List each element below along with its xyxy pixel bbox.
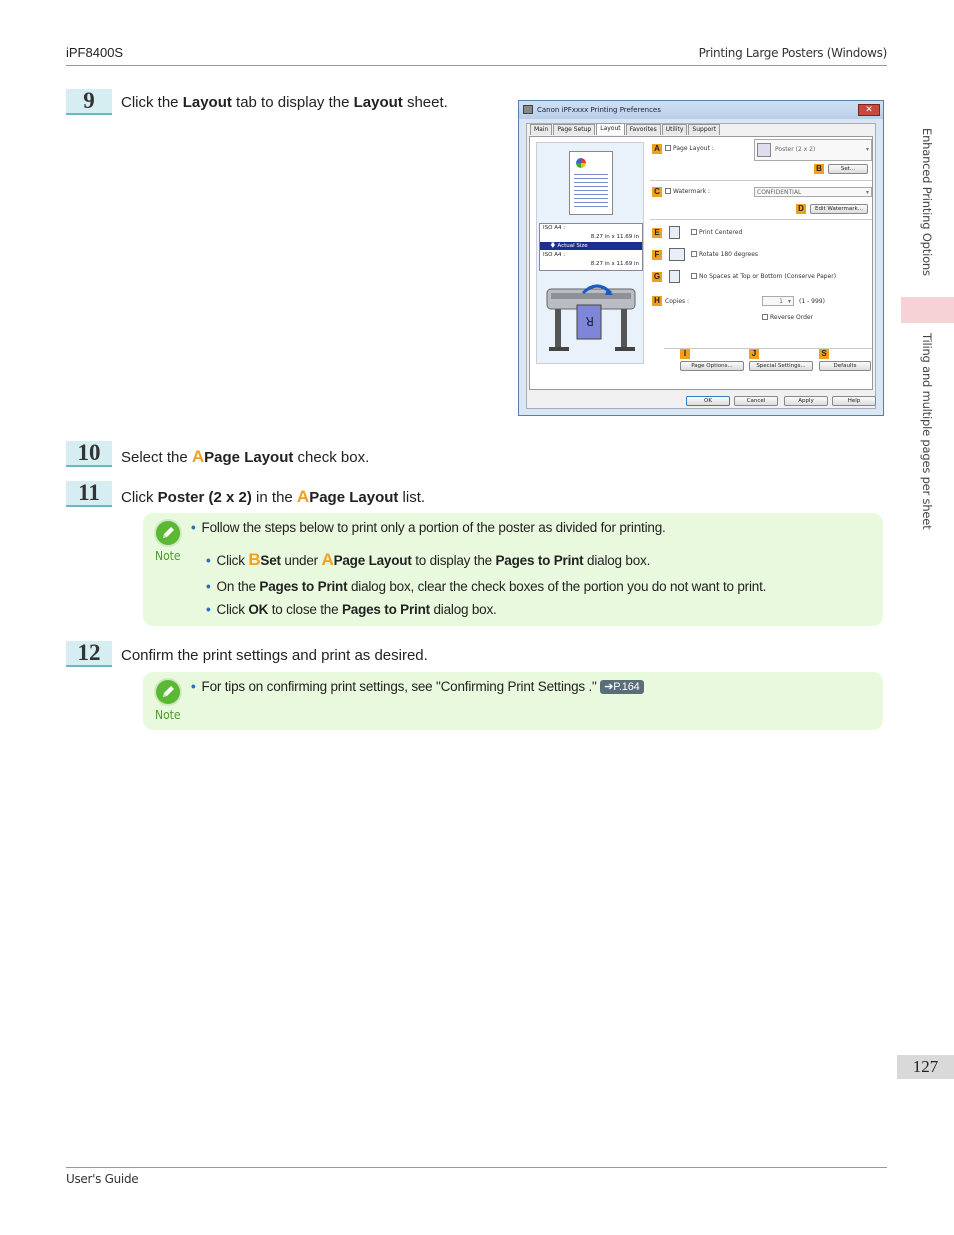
printing-preferences-dialog [518,100,884,416]
tab-main[interactable]: Main [530,124,552,135]
copies-range: (1 - 999) [799,298,825,305]
callout-a-icon: A [191,447,205,466]
help-button[interactable]: Help [832,396,876,406]
layout-panel [529,136,873,390]
page-layout-label: Page Layout : [673,145,714,152]
tab-favorites[interactable]: Favorites [626,124,661,135]
note-pencil-icon [154,519,182,547]
note-pencil-icon [154,678,182,706]
callout-h: H [652,296,662,306]
callout-s: S [819,349,829,359]
separator [650,180,872,181]
note-subline: • Click OK to close the Pages to Print dialog box. [206,602,497,617]
callout-e: E [652,228,662,238]
step-number-12: 12 [66,641,112,667]
note-box [143,672,883,730]
scaling-mode [540,242,642,250]
defaults-button[interactable]: Defaults [819,361,871,371]
copies-spinner[interactable]: 1 ▾ [762,296,794,306]
printer-icon [523,105,533,114]
footer-guide-title: User's Guide [66,1172,139,1186]
scaling-mode-label: Actual Size [557,243,588,249]
reverse-order-label: Reverse Order [770,314,814,321]
checkbox-icon [665,145,671,151]
step-10-text: Select the APage Layout check box. [121,447,370,466]
rotate-180-checkbox[interactable] [691,251,758,258]
printer-illustration-icon [541,275,641,361]
dialog-body [526,123,876,409]
bullet-icon: • [206,553,211,568]
bullet-icon: • [191,679,196,694]
poster-layout-icon [757,143,771,157]
copies-label: Copies : [665,298,690,305]
tab-page-setup[interactable]: Page Setup [553,124,595,135]
side-tab-section[interactable]: Tiling and multiple pages per sheet [920,333,934,530]
note-label: Note [155,549,181,563]
no-spaces-icon [669,270,680,283]
callout-f: F [652,250,662,260]
print-centered-checkbox[interactable] [691,229,742,236]
checkbox-icon [691,251,697,257]
input-size-label: ISO A4 : [543,225,566,231]
dialog-tabs [530,124,721,136]
callout-c: C [652,187,662,197]
page-layout-value: Poster (2 x 2) [775,146,816,153]
bullet-icon: • [206,602,211,617]
separator [650,219,872,220]
page-reference-link[interactable]: ➔P.164 [600,680,643,694]
checkbox-icon [691,273,697,279]
footer-rule [66,1167,887,1168]
no-spaces-label: No Spaces at Top or Bottom (Conserve Paper) [699,273,837,280]
page-layout-checkbox[interactable] [665,145,714,152]
print-centered-label: Print Centered [699,229,743,236]
header-model: iPF8400S [66,45,124,60]
header-section-title: Printing Large Posters (Windows) [698,46,887,60]
edit-watermark-button[interactable]: Edit Watermark... [810,204,868,214]
dialog-title: Canon iPFxxxx Printing Preferences [537,106,661,114]
side-tab-highlight [901,297,954,323]
rotate-icon [669,248,685,261]
close-icon[interactable]: ✕ [858,104,880,116]
note-box [143,513,883,626]
no-spaces-checkbox[interactable] [691,273,836,280]
callout-i: I [680,349,690,359]
tab-support[interactable]: Support [688,124,720,135]
watermark-checkbox[interactable] [665,188,710,195]
page-number: 127 [897,1055,954,1079]
checkbox-icon [665,188,671,194]
callout-a: A [652,144,662,154]
tab-layout[interactable]: Layout [596,123,624,135]
callout-a-icon: A [321,550,334,569]
step-11-text: Click Poster (2 x 2) in the APage Layout list. [121,487,426,506]
callout-b: B [814,164,824,174]
checkbox-icon [691,229,697,235]
note-subline: • Click BSet under APage Layout to display the Pages to Print dialog box. [206,550,651,569]
header-rule [66,65,887,66]
step-number-9: 9 [66,89,112,115]
page-options-button[interactable]: Page Options... [680,361,744,371]
side-tab-chapter[interactable]: Enhanced Printing Options [920,128,934,276]
apply-button[interactable]: Apply [784,396,828,406]
callout-g: G [653,272,661,281]
output-size-value: 8.27 in x 11.69 in [590,261,639,267]
note-label: Note [155,708,181,722]
input-size-value: 8.27 in x 11.69 in [590,234,639,240]
preview-area [536,142,644,364]
special-settings-button[interactable]: Special Settings... [749,361,813,371]
watermark-label: Watermark : [673,188,711,195]
watermark-select[interactable]: CONFIDENTIAL ▾ [754,187,872,197]
page-layout-select[interactable] [754,139,872,161]
callout-d: D [796,204,806,214]
checkbox-icon [762,314,768,320]
callout-a-icon: A [296,487,310,506]
bullet-icon: • [191,520,196,535]
rotate-180-label: Rotate 180 degrees [699,251,759,258]
dialog-title-bar [519,101,883,119]
output-size-label: ISO A4 : [543,252,566,258]
cancel-button[interactable]: Cancel [734,396,778,406]
note-subline: • On the Pages to Print dialog box, clear the check boxes of the portion you do not want to print. [206,579,767,594]
paper-size-info [539,223,643,271]
step-9-text: Click the Layout tab to display the Layout sheet. [121,94,448,111]
separator [664,348,872,349]
ok-button[interactable]: OK [686,396,730,406]
callout-j: J [749,349,759,359]
svg-text:R: R [585,314,594,328]
bullet-icon: • [206,579,211,594]
callout-b-icon: B [248,550,261,569]
tab-utility[interactable]: Utility [662,124,688,135]
arrow-down-icon: 🡇 [550,243,558,249]
set-button[interactable]: Set... [828,164,868,174]
print-centered-icon [669,226,680,239]
reverse-order-checkbox[interactable] [762,314,813,321]
step-12-text: Confirm the print settings and print as desired. [121,647,428,664]
step-number-11: 11 [66,481,112,507]
note-line: • Follow the steps below to print only a portion of the poster as divided for printing. [191,520,666,535]
preview-document-icon [569,151,613,215]
note-line: • For tips on confirming print settings, see "Confirming Print Settings ." ➔P.164 [191,679,644,694]
step-number-10: 10 [66,441,112,467]
